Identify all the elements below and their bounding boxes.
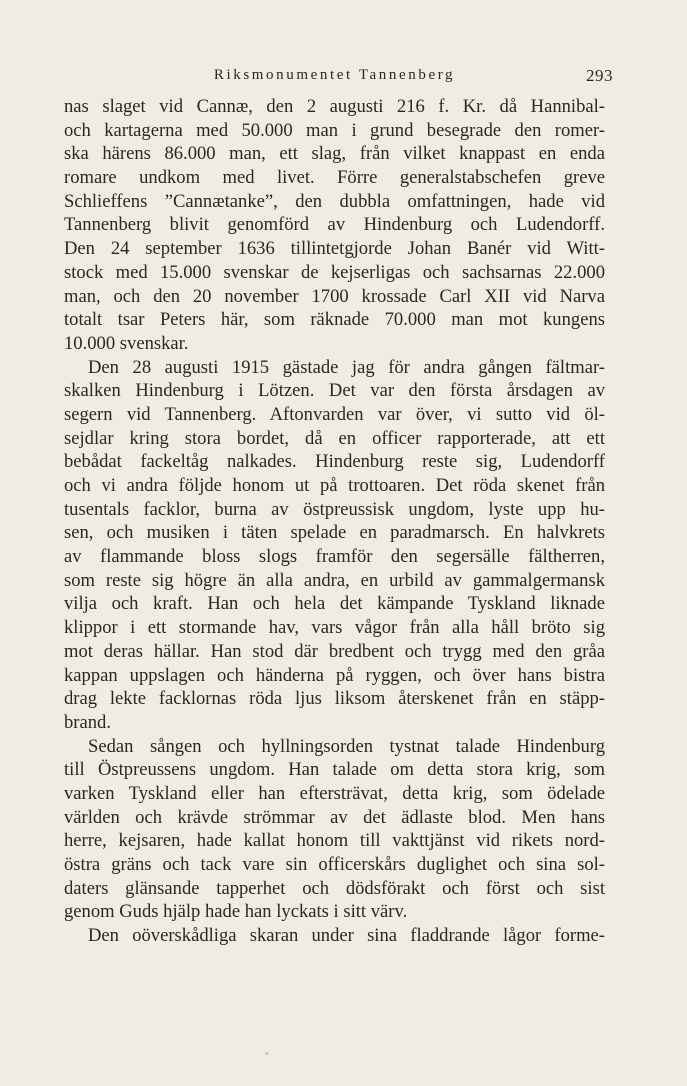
text-line: sen, och musiken i täten spelade en paradmarsch. En halvkrets [64,522,605,544]
text-line: segern vid Tannenberg. Aftonvarden var över, vi sutto vid öl- [64,403,605,425]
text-line: sejdlar kring stora bordet, då en officer rapporterade, att ett [64,427,605,449]
text-line: östra gräns och tack vare sin officerskårs duglighet och sina sol- [64,854,605,875]
running-title: Riksmonumentet Tannenberg [213,67,456,83]
text-line: man, och den 20 november 1700 krossade Carl XII vid Narva [64,285,605,307]
text-line: varken Tyskland eller han eftersträvat, detta krig, som ödelade [64,782,605,804]
body-text [64,95,605,948]
text-line: som reste sig högre än alla andra, en urbild av gammalgermansk [64,569,605,591]
text-line: bebådat fackeltåg nalkades. Hindenburg reste sig, Ludendorff [64,451,605,473]
text-line: 10.000 svenskar. [64,332,189,354]
text-line: tusentals facklor, burna av östpreussisk ungdom, lyste upp hu- [64,498,605,520]
text-line: romare undkom med livet. Förre generalstabschefen greve [64,167,605,189]
text-line: Schlieffens ”Cannætanke”, den dubbla omfattningen, hade vid [64,190,605,212]
text-line: brand. [64,711,111,733]
text-line: ska härens 86.000 man, ett slag, från vilket knappast en enda [64,143,605,165]
text-line: Den 24 september 1636 tillintetgjorde Johan Banér vid Witt- [64,238,605,260]
text-line: till Östpreussens ungdom. Han talade om detta stora krig, som [64,759,605,781]
text-line: Tannenberg blivit genomförd av Hindenburg och Ludendorff. [64,214,605,236]
text-line: genom Guds hjälp hade han lyckats i sitt värv. [64,901,408,923]
text-line: klippor i ett stormande hav, vars vågor från alla håll bröto sig [64,617,605,639]
text-line: skalken Hindenburg i Lötzen. Det var den första årsdagen av [64,380,605,402]
page-number: 293 [586,66,613,85]
text-line: nas slaget vid Cannæ, den 2 augusti 216 f. Kr. då Hannibal- [64,96,605,117]
text-line: Den 28 augusti 1915 gästade jag för andra gången fältmar- [88,356,605,378]
running-header [64,64,613,92]
text-line: kappan uppslagen och händerna på ryggen, och över hans bistra [64,664,605,686]
text-line: drag lekte facklornas röda ljus liksom återskenet från en stäpp- [64,688,605,710]
text-line: av flammande bloss slogs framför den segersälle fältherren, [64,546,605,568]
text-line: världen och krävde strömmar av det ädlaste blod. Men hans [64,806,605,828]
text-line: herre, kejsaren, hade kallat honom till vakttjänst vid rikets nord- [64,830,605,852]
text-line: stock med 15.000 svenskar de kejserligas och sachsarnas 22.000 [64,261,605,283]
paper-speck [265,1052,269,1055]
text-line: totalt tsar Peters här, som räknade 70.000 man mot kungens [64,309,605,331]
text-line: och vi andra följde honom ut på trottoaren. Det röda skenet från [64,475,605,496]
text-line: och kartagerna med 50.000 man i grund besegrade den romer- [64,119,605,141]
text-line: daters glänsande tapperhet och dödsförakt och först och sist [64,877,605,899]
text-line: Sedan sången och hyllningsorden tystnat talade Hindenburg [88,735,605,757]
text-line: Den oöverskådliga skaran under sina fladdrande lågor forme- [88,925,605,947]
text-line: vilja och kraft. Han och hela det kämpande Tyskland liknade [64,593,605,615]
text-line: mot deras hällar. Han stod där bredbent och trygg med den gråa [64,640,605,662]
